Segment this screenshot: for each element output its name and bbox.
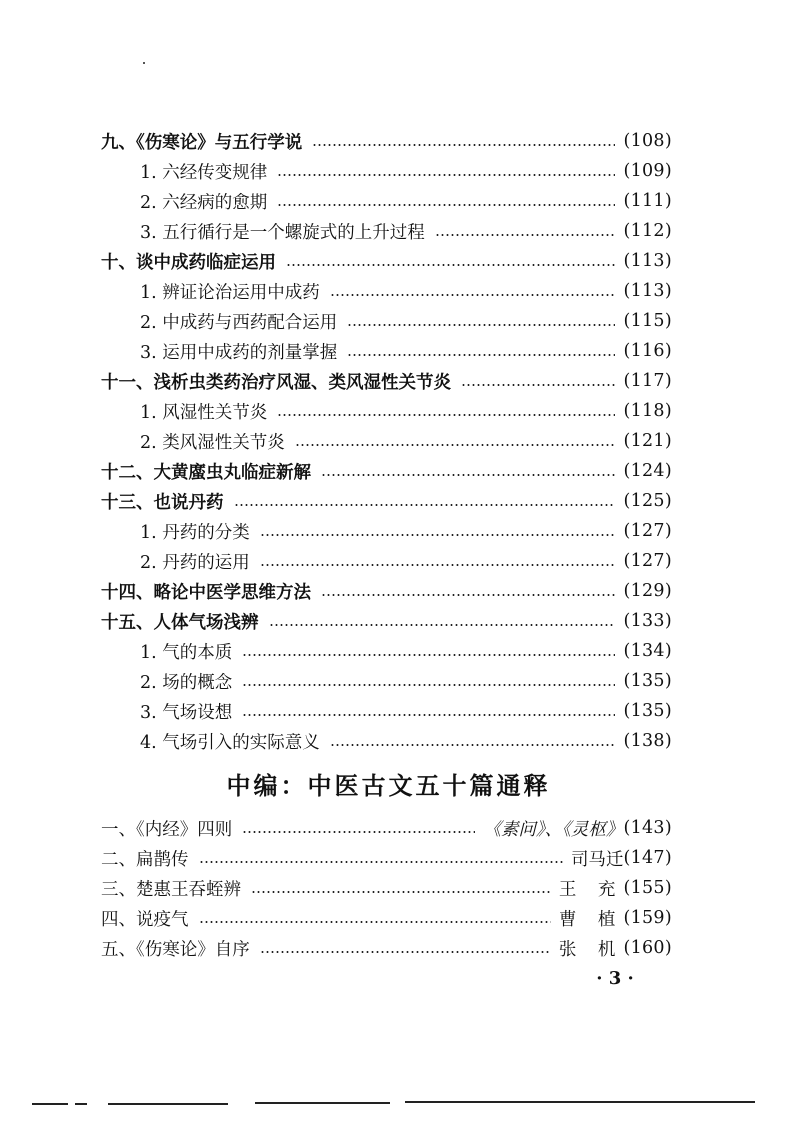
toc-page-number: (134) [623,641,672,661]
dot-leader [312,144,615,146]
toc-page-number: (117) [623,371,672,391]
dot-leader [321,474,615,476]
toc-entry[interactable] [101,813,672,843]
toc-entry-label: 3. 气场设想 [140,702,233,723]
toc-page-number: (111) [623,191,672,211]
toc-entry[interactable] [140,306,672,336]
dot-leader [295,444,616,446]
dot-leader [199,921,551,923]
toc-entry-label: 2. 类风湿性关节炎 [140,432,285,453]
page-folio: · 3 · [596,968,634,989]
toc-page-number: (108) [623,131,672,151]
dot-leader [330,744,616,746]
toc-entry[interactable] [140,726,672,756]
toc-author: 司马迁 [570,849,624,870]
toc-entry-label: 一、《内经》四则 [101,819,233,840]
dot-leader [260,564,616,566]
toc-entry-label: 3. 五行循行是一个螺旋式的上升过程 [140,222,425,243]
toc-entry[interactable] [140,546,672,576]
dot-leader [242,654,615,656]
toc-page-number: (127) [623,521,672,541]
toc-page-number: (133) [623,611,672,631]
scan-edge-line [108,1103,228,1105]
toc-entry-label: 2. 中成药与西药配合运用 [140,312,338,333]
toc-entry-label: 十一、浅析虫类药治疗风湿、类风湿性关节炎 [101,372,451,393]
toc-author: 王 充 [558,879,624,900]
dot-leader [234,504,616,506]
toc-entry-label: 1. 风湿性关节炎 [140,402,268,423]
toc-page-number: (118) [623,401,672,421]
toc-page-number: (124) [623,461,672,481]
dot-leader [242,714,615,716]
toc-entry[interactable] [140,156,672,186]
toc-entry-label: 1. 六经传变规律 [140,162,268,183]
toc-entry[interactable] [101,486,672,516]
toc-entry[interactable] [101,843,672,873]
toc-entry-label: 十四、略论中医学思维方法 [101,582,311,603]
toc-entry[interactable] [140,336,672,366]
toc-entry[interactable] [101,366,672,396]
dot-leader [260,951,551,953]
dot-leader [251,891,551,893]
toc-entry-label: 1. 气的本质 [140,642,233,663]
toc-entry[interactable] [101,456,672,486]
toc-entry-label: 4. 气场引入的实际意义 [140,732,320,753]
dot-leader [435,234,616,236]
toc-entry[interactable] [101,873,672,903]
dot-leader [347,324,615,326]
toc-page-number: (112) [623,221,672,241]
dot-leader [286,264,615,266]
scan-edge-line [405,1101,755,1103]
dot-leader [347,354,615,356]
toc-author: 曹 植 [558,909,624,930]
toc-page-number: (121) [623,431,672,451]
scan-edge-line [32,1103,68,1105]
toc-author: 《素问》、《灵枢》 [483,819,624,840]
toc-page-number: (116) [623,341,672,361]
toc-entry[interactable] [101,606,672,636]
dot-leader [277,174,615,176]
toc-page-number: (143) [623,818,672,838]
toc-entry-label: 四、说疫气 [101,909,189,930]
toc-page-number: (147) [623,848,672,868]
toc-page-number: (135) [623,701,672,721]
toc-entry[interactable] [140,696,672,726]
toc-entry[interactable] [101,903,672,933]
scan-speck [143,62,145,64]
toc-page-number: (109) [623,161,672,181]
dot-leader [242,684,615,686]
toc-entry[interactable] [101,246,672,276]
dot-leader [269,624,616,626]
toc-entry-label: 三、楚惠王吞蛭辨 [101,879,241,900]
toc-page-number: (155) [623,878,672,898]
dot-leader [461,384,615,386]
toc-entry[interactable] [140,396,672,426]
toc-page-number: (127) [623,551,672,571]
toc-page-number: (113) [623,281,672,301]
toc-entry[interactable] [140,666,672,696]
toc-page-number: (135) [623,671,672,691]
toc-entry[interactable] [101,576,672,606]
toc-entry-label: 十三、也说丹药 [101,492,224,513]
toc-page-number: (113) [623,251,672,271]
toc-page-number: (129) [623,581,672,601]
dot-leader [242,831,475,833]
dot-leader [277,414,615,416]
toc-page-number: (125) [623,491,672,511]
toc-entry[interactable] [140,516,672,546]
toc-entry[interactable] [140,636,672,666]
toc-page-number: (138) [623,731,672,751]
scan-edge-line [75,1103,87,1105]
toc-entry[interactable] [140,276,672,306]
toc-entry[interactable] [101,126,672,156]
toc-entry[interactable] [140,426,672,456]
toc-entry[interactable] [140,216,672,246]
toc-entry-label: 二、扁鹊传 [101,849,189,870]
toc-page-number: (115) [623,311,672,331]
section-heading: 中编：中医古文五十篇通释 [226,771,551,800]
dot-leader [199,861,563,863]
toc-entry-label: 九、《伤寒论》与五行学说 [101,132,303,153]
toc-entry-label: 1. 丹药的分类 [140,522,250,543]
toc-entry-label: 十、谈中成药临症运用 [101,252,276,273]
toc-entry-label: 十二、大黄䗪虫丸临症新解 [101,462,311,483]
toc-page-number: (159) [623,908,672,928]
dot-leader [260,534,616,536]
toc-entry[interactable] [140,186,672,216]
toc-author: 张 机 [558,939,624,960]
dot-leader [330,294,616,296]
toc-entry-label: 十五、人体气场浅辨 [101,612,259,633]
toc-entry-label: 3. 运用中成药的剂量掌握 [140,342,338,363]
dot-leader [277,204,615,206]
toc-entry-label: 2. 丹药的运用 [140,552,250,573]
toc-entry[interactable] [101,933,672,963]
toc-entry-label: 1. 辨证论治运用中成药 [140,282,320,303]
toc-page-number: (160) [623,938,672,958]
scan-edge-line [255,1102,390,1104]
toc-entry-label: 2. 六经病的愈期 [140,192,268,213]
dot-leader [321,594,615,596]
toc-entry-label: 2. 场的概念 [140,672,233,693]
toc-entry-label: 五、《伤寒论》自序 [101,939,250,960]
